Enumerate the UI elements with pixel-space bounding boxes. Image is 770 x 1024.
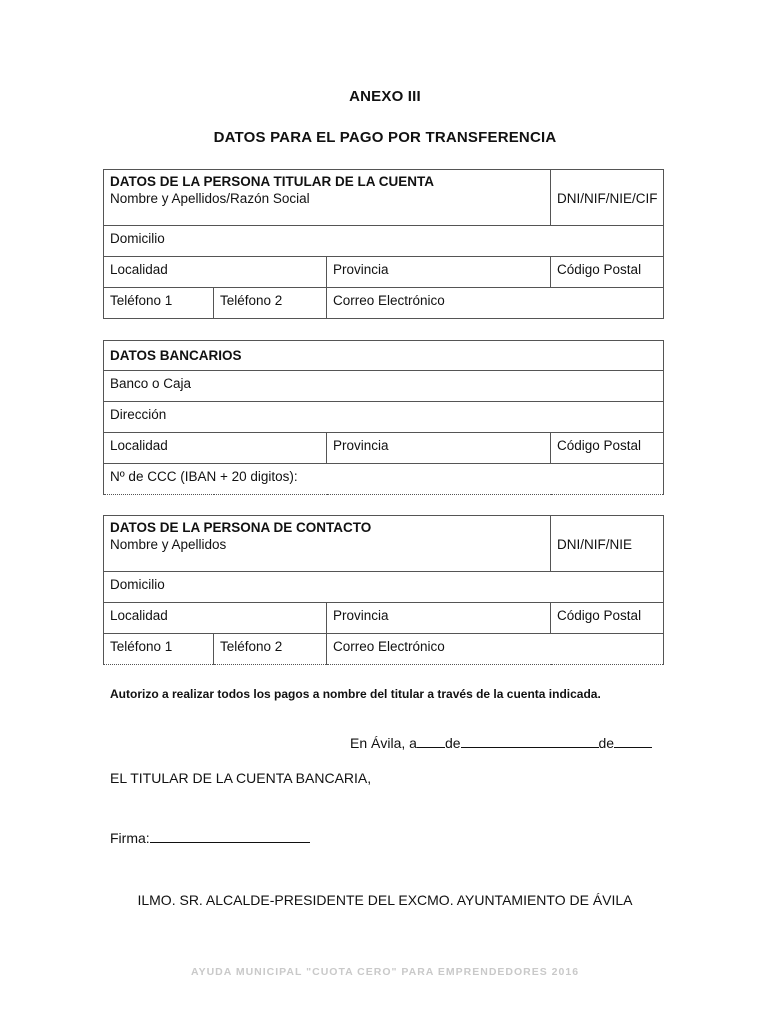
place-date-de1: de bbox=[444, 735, 461, 751]
titular-phone1-field[interactable]: Teléfono 1 bbox=[110, 293, 173, 308]
titular-province-field[interactable]: Provincia bbox=[333, 262, 389, 277]
bank-province-field[interactable]: Provincia bbox=[333, 438, 389, 453]
place-date-prefix: En Ávila, a bbox=[350, 735, 417, 751]
bank-ccc-field[interactable]: Nº de CCC (IBAN + 20 digitos): bbox=[110, 469, 298, 484]
month-blank[interactable] bbox=[461, 735, 599, 748]
contact-domicile-field[interactable]: Domicilio bbox=[110, 577, 165, 592]
signature-blank[interactable] bbox=[150, 830, 310, 843]
contact-phone1-field[interactable]: Teléfono 1 bbox=[110, 639, 173, 654]
contact-email-field[interactable]: Correo Electrónico bbox=[333, 639, 445, 654]
contact-section bbox=[103, 515, 664, 665]
titular-email-field[interactable]: Correo Electrónico bbox=[333, 293, 445, 308]
contact-header: DATOS DE LA PERSONA DE CONTACTO bbox=[110, 520, 372, 535]
titular-domicile-field[interactable]: Domicilio bbox=[110, 231, 165, 246]
signature-line bbox=[110, 830, 310, 846]
bank-postal-code-field[interactable]: Código Postal bbox=[557, 438, 642, 453]
titular-name-field[interactable]: Nombre y Apellidos/Razón Social bbox=[110, 191, 310, 206]
year-blank[interactable] bbox=[614, 735, 652, 748]
titular-section bbox=[103, 169, 664, 319]
bank-name-field[interactable]: Banco o Caja bbox=[110, 376, 192, 391]
titular-postal-code-field[interactable]: Código Postal bbox=[557, 262, 642, 277]
bank-section bbox=[103, 340, 664, 495]
contact-province-field[interactable]: Provincia bbox=[333, 608, 389, 623]
annex-title: ANEXO III bbox=[349, 88, 421, 105]
titular-header: DATOS DE LA PERSONA TITULAR DE LA CUENTA bbox=[110, 174, 434, 189]
place-date-de2: de bbox=[598, 735, 615, 751]
document-title: DATOS PARA EL PAGO POR TRANSFERENCIA bbox=[213, 129, 557, 146]
signature-label: Firma: bbox=[110, 830, 150, 846]
footer-text: AYUDA MUNICIPAL "CUOTA CERO" PARA EMPRENDEDORES 2016 bbox=[190, 966, 580, 978]
bank-locality-field[interactable]: Localidad bbox=[110, 438, 168, 453]
authorization-statement: Autorizo a realizar todos los pagos a nombre del titular a través de la cuenta indicada. bbox=[110, 687, 601, 701]
contact-postal-code-field[interactable]: Código Postal bbox=[557, 608, 642, 623]
place-date-line bbox=[350, 735, 652, 751]
contact-id-field[interactable]: DNI/NIF/NIE bbox=[557, 537, 633, 552]
contact-locality-field[interactable]: Localidad bbox=[110, 608, 168, 623]
contact-name-field[interactable]: Nombre y Apellidos bbox=[110, 537, 227, 552]
bank-header: DATOS BANCARIOS bbox=[110, 348, 242, 363]
contact-phone2-field[interactable]: Teléfono 2 bbox=[220, 639, 283, 654]
titular-phone2-field[interactable]: Teléfono 2 bbox=[220, 293, 283, 308]
addressee: ILMO. SR. ALCALDE-PRESIDENTE DEL EXCMO. AYUNTAMIENTO DE ÁVILA bbox=[137, 892, 633, 908]
day-blank[interactable] bbox=[417, 735, 445, 748]
bank-address-field[interactable]: Dirección bbox=[110, 407, 167, 422]
titular-id-field[interactable]: DNI/NIF/NIE/CIF bbox=[557, 191, 658, 206]
account-holder-label: EL TITULAR DE LA CUENTA BANCARIA, bbox=[110, 770, 372, 786]
titular-locality-field[interactable]: Localidad bbox=[110, 262, 168, 277]
